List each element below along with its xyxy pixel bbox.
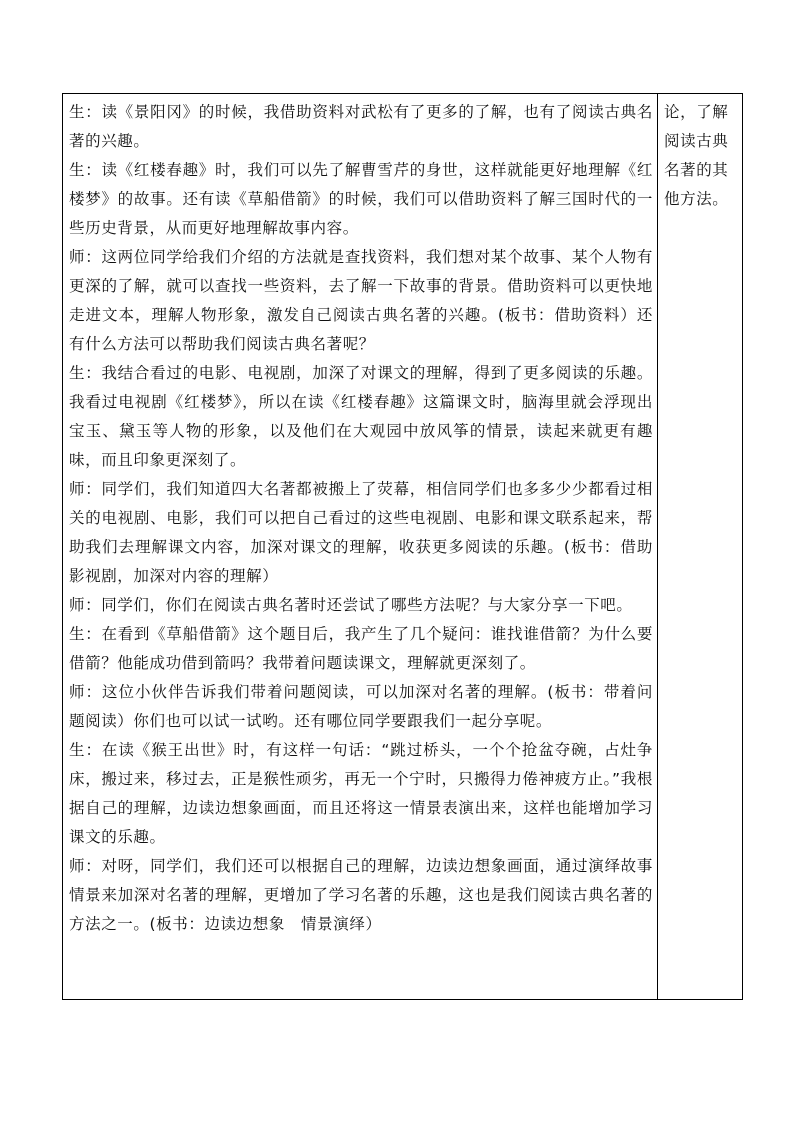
dialogue-paragraph: 生：我结合看过的电影、电视剧，加深了对课文的理解，得到了更多阅读的乐趣。我看过电视剧《红楼梦》，所以在读《红楼春趣》这篇课文时，脑海里就会浮现出宝玉、黛玉等人物的形象，以及他们在大观园中放风筝的情景，读起来就更有趣味，而且印象更深刻了。 — [69, 364, 653, 469]
dialogue-paragraph: 师：这位小伙伴告诉我们带着问题阅读，可以加深对名著的理解。(板书：带着问题阅读）你们也可以试一试哟。还有哪位同学要跟我们一起分享呢。 — [69, 683, 653, 730]
dialogue-paragraph: 生：读《景阳冈》的时候，我借助资料对武松有了更多的了解，也有了阅读古典名著的兴趣。 — [69, 103, 653, 150]
dialogue-paragraph: 生：读《红楼春趣》时，我们可以先了解曹雪芹的身世，这样就能更好地理解《红楼梦》的故事。还有读《草船借箭》的时候，我们可以借助资料了解三国时代的一些历史背景，从而更好地理解故事内容。 — [69, 161, 653, 237]
dialogue-paragraph: 生：在读《猴王出世》时，有这样一句话：“跳过桥头，一个个抢盆夺碗，占灶争床，搬过来，移过去，正是猴性顽劣，再无一个宁时，只搬得力倦神疲方止。”我根据自己的理解，边读边想象画面，而且还将这一情景表演出来，这样也能增加学习课文的乐趣。 — [69, 741, 653, 846]
dialogue-paragraph: 生：在看到《草船借箭》这个题目后，我产生了几个疑问：谁找谁借箭？为什么要借箭？他能成功借到箭吗？我带着问题读课文，理解就更深刻了。 — [69, 625, 653, 672]
dialogue-paragraph: 师：同学们，你们在阅读古典名著时还尝试了哪些方法呢？与大家分享一下吧。 — [69, 596, 633, 614]
dialogue-paragraph: 师：这两位同学给我们介绍的方法就是查找资料，我们想对某个故事、某个人物有更深的了解，就可以查找一些资料，去了解一下故事的背景。借助资料可以更快地走进文本，理解人物形象，激发自己阅读古典名著的兴趣。(板书：借助资料）还有什么方法可以帮助我们阅读古典名著呢？ — [69, 248, 653, 353]
design-intent-note: 论，了解阅读古典名著的其他方法。 — [664, 103, 729, 208]
design-intent-column — [658, 94, 742, 999]
dialogue-column — [63, 94, 658, 999]
lesson-table — [62, 93, 743, 1000]
dialogue-paragraph: 师：同学们，我们知道四大名著都被搬上了荧幕，相信同学们也多多少少都看过相关的电视剧、电影，我们可以把自己看过的这些电视剧、电影和课文联系起来，帮助我们去理解课文内容，加深对课文的理解，收获更多阅读的乐趣。(板书：借助影视剧，加深对内容的理解） — [69, 480, 653, 585]
dialogue-paragraph: 师：对呀，同学们，我们还可以根据自己的理解，边读边想象画面，通过演绎故事情景来加深对名著的理解，更增加了学习名著的乐趣，这也是我们阅读古典名著的方法之一。(板书：边读边想象 情景演绎） — [69, 857, 653, 933]
